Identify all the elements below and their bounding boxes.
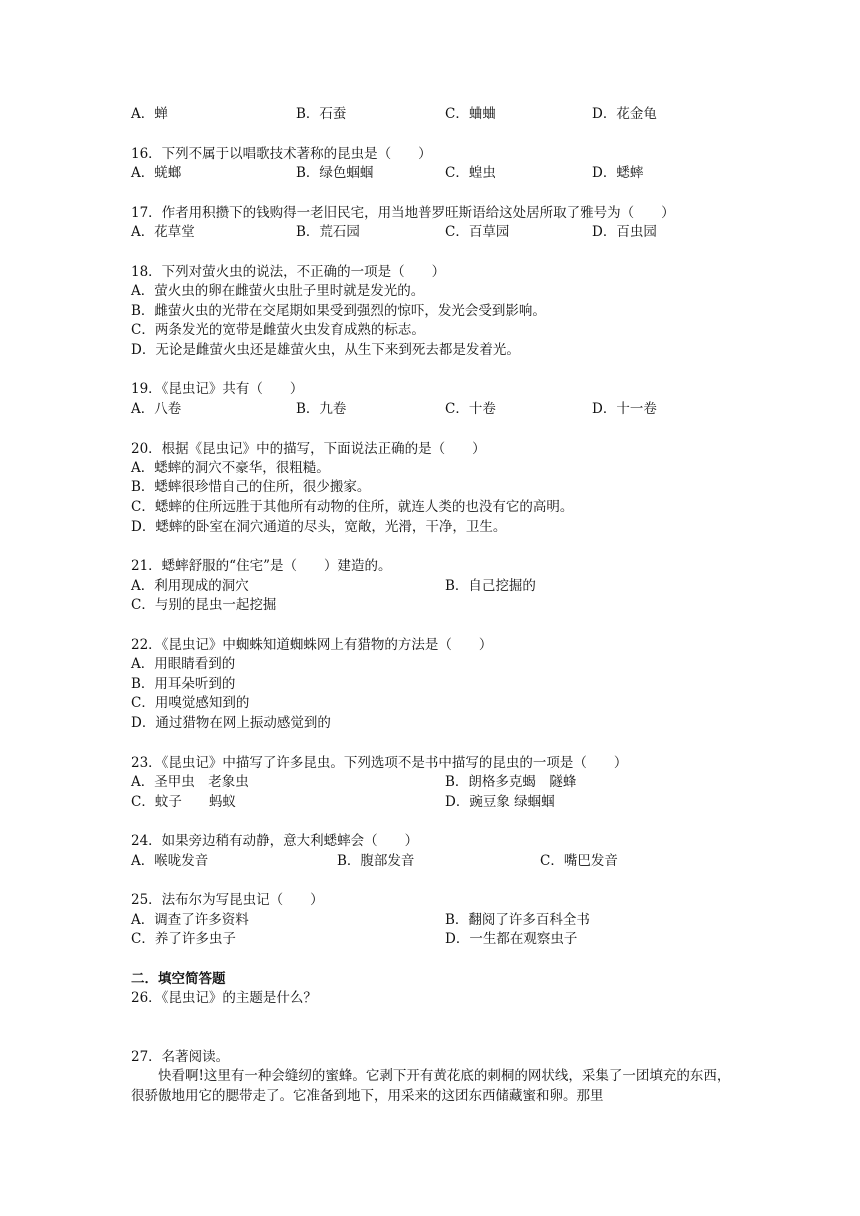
q25-option-b[interactable]: B．翻阅了许多百科全书 — [445, 912, 590, 928]
q17-option-d[interactable]: D．百虫园 — [592, 224, 657, 240]
q17-option-a[interactable]: A．花草堂 — [131, 224, 195, 240]
q22-option-b[interactable]: B．用耳朵听到的 — [131, 676, 236, 692]
q23-option-c[interactable]: C．蚊子 蚂蚁 — [131, 794, 236, 810]
q22-option-d[interactable]: D．通过猎物在网上振动感觉到的 — [131, 715, 331, 731]
q16-options — [131, 164, 751, 182]
q15-options — [131, 105, 751, 123]
q24-stem: 24．如果旁边稍有动静，意大利蟋蟀会（ ） — [131, 833, 419, 849]
q19-option-d[interactable]: D．十一卷 — [592, 401, 657, 417]
q20-option-d[interactable]: D．蟋蟀的卧室在洞穴通道的尽头，宽敞，光滑，干净，卫生。 — [131, 519, 507, 535]
q27-stem: 27．名著阅读。 — [131, 1049, 230, 1065]
q16-stem: 16．下列不属于以唱歌技术著称的昆虫是（ ） — [131, 146, 432, 162]
q24-option-b[interactable]: B．腹部发音 — [337, 853, 415, 869]
q22-option-c[interactable]: C．用嗅觉感知到的 — [131, 695, 250, 711]
q20-option-a[interactable]: A．蟋蟀的洞穴不豪华，很粗糙。 — [131, 460, 330, 476]
q15-option-b[interactable]: B．石蚕 — [296, 106, 347, 122]
q17-option-c[interactable]: C．百草园 — [445, 224, 510, 240]
q24-option-a[interactable]: A．喉咙发音 — [131, 853, 209, 869]
q16-option-a[interactable]: A．蜣螂 — [131, 165, 182, 181]
q23-option-d[interactable]: D．豌豆象 绿蝈蝈 — [445, 794, 555, 810]
q15-option-a[interactable]: A．蝉 — [131, 106, 168, 122]
q22-option-a[interactable]: A．用眼睛看到的 — [131, 656, 236, 672]
q21-option-b[interactable]: B．自己挖掘的 — [445, 578, 536, 594]
q16-option-d[interactable]: D．蟋蟀 — [592, 165, 644, 181]
q23-stem: 23．《昆虫记》中描写了许多昆虫。下列选项不是书中描写的昆虫的一项是（ ） — [131, 755, 628, 771]
q18-option-d[interactable]: D．无论是雌萤火虫还是雄萤火虫，从生下来到死去都是发着光。 — [131, 342, 520, 358]
q18-option-c[interactable]: C．两条发光的宽带是雌萤火虫发育成熟的标志。 — [131, 322, 425, 338]
q17-stem: 17．作者用积攒下的钱购得一老旧民宅，用当地普罗旺斯语给这处居所取了雅号为（ ） — [131, 205, 675, 221]
q23-option-b[interactable]: B．朗格多克蝎 隧蜂 — [445, 774, 577, 790]
q25-option-c[interactable]: C．养了许多虫子 — [131, 931, 236, 947]
q23-option-a[interactable]: A．圣甲虫 老象虫 — [131, 774, 249, 790]
q18-option-b[interactable]: B．雌萤火虫的光带在交尾期如果受到强烈的惊吓，发光会受到影响。 — [131, 303, 546, 319]
q24-option-c[interactable]: C．嘴巴发音 — [540, 853, 618, 869]
q15-option-c[interactable]: C．蛐蛐 — [445, 106, 496, 122]
q19-option-c[interactable]: C．十卷 — [445, 401, 496, 417]
q25-options-row2 — [131, 930, 751, 948]
q25-option-a[interactable]: A．调查了许多资料 — [131, 912, 249, 928]
q21-option-c[interactable]: C．与别的昆虫一起挖掘 — [131, 597, 277, 613]
q16-option-b[interactable]: B．绿色蝈蝈 — [296, 165, 374, 181]
q17-options — [131, 223, 751, 241]
q19-option-a[interactable]: A．八卷 — [131, 401, 182, 417]
q16-option-c[interactable]: C．蝗虫 — [445, 165, 496, 181]
q19-option-b[interactable]: B．九卷 — [296, 401, 347, 417]
q21-option-a[interactable]: A．利用现成的洞穴 — [131, 578, 249, 594]
q17-option-b[interactable]: B．荒石园 — [296, 224, 360, 240]
q25-stem: 25．法布尔为写昆虫记（ ） — [131, 892, 324, 908]
q27-passage: 快看啊!这里有一种会缝纫的蜜蜂。它剥下开有黄花底的刺桐的网状线，采集了一团填充的东西，很骄傲地用它的腮带走了。它准备到地下，用采来的这团东西储藏蜜和卵。那里 — [131, 1068, 731, 1104]
q20-stem: 20．根据《昆虫记》中的描写，下面说法正确的是（ ） — [131, 441, 486, 457]
section-heading: 二．填空简答题 — [131, 971, 226, 987]
q21-options-row1 — [131, 577, 751, 595]
q22-stem: 22．《昆虫记》中蜘蛛知道蜘蛛网上有猎物的方法是（ ） — [131, 637, 493, 653]
q19-options — [131, 400, 751, 418]
q26-stem: 26．《昆虫记》的主题是什么？ — [131, 990, 317, 1006]
q25-option-d[interactable]: D．一生都在观察虫子 — [445, 931, 578, 947]
q23-options-row2 — [131, 793, 751, 811]
q15-option-d[interactable]: D．花金龟 — [592, 106, 657, 122]
q21-stem: 21．蟋蟀舒服的“住宅”是（ ）建造的。 — [131, 558, 392, 574]
q25-options-row1 — [131, 911, 751, 929]
q23-options-row1 — [131, 773, 751, 791]
q20-option-b[interactable]: B．蟋蟀很珍惜自己的住所，很少搬家。 — [131, 479, 371, 495]
q18-option-a[interactable]: A．萤火虫的卵在雌萤火虫肚子里时就是发光的。 — [131, 283, 425, 299]
q24-options — [131, 852, 751, 870]
q18-stem: 18．下列对萤火虫的说法，不正确的一项是（ ） — [131, 264, 446, 280]
q19-stem: 19．《昆虫记》共有（ ） — [131, 381, 304, 397]
q20-option-c[interactable]: C．蟋蟀的住所远胜于其他所有动物的住所，就连人类的也没有它的高明。 — [131, 499, 574, 515]
